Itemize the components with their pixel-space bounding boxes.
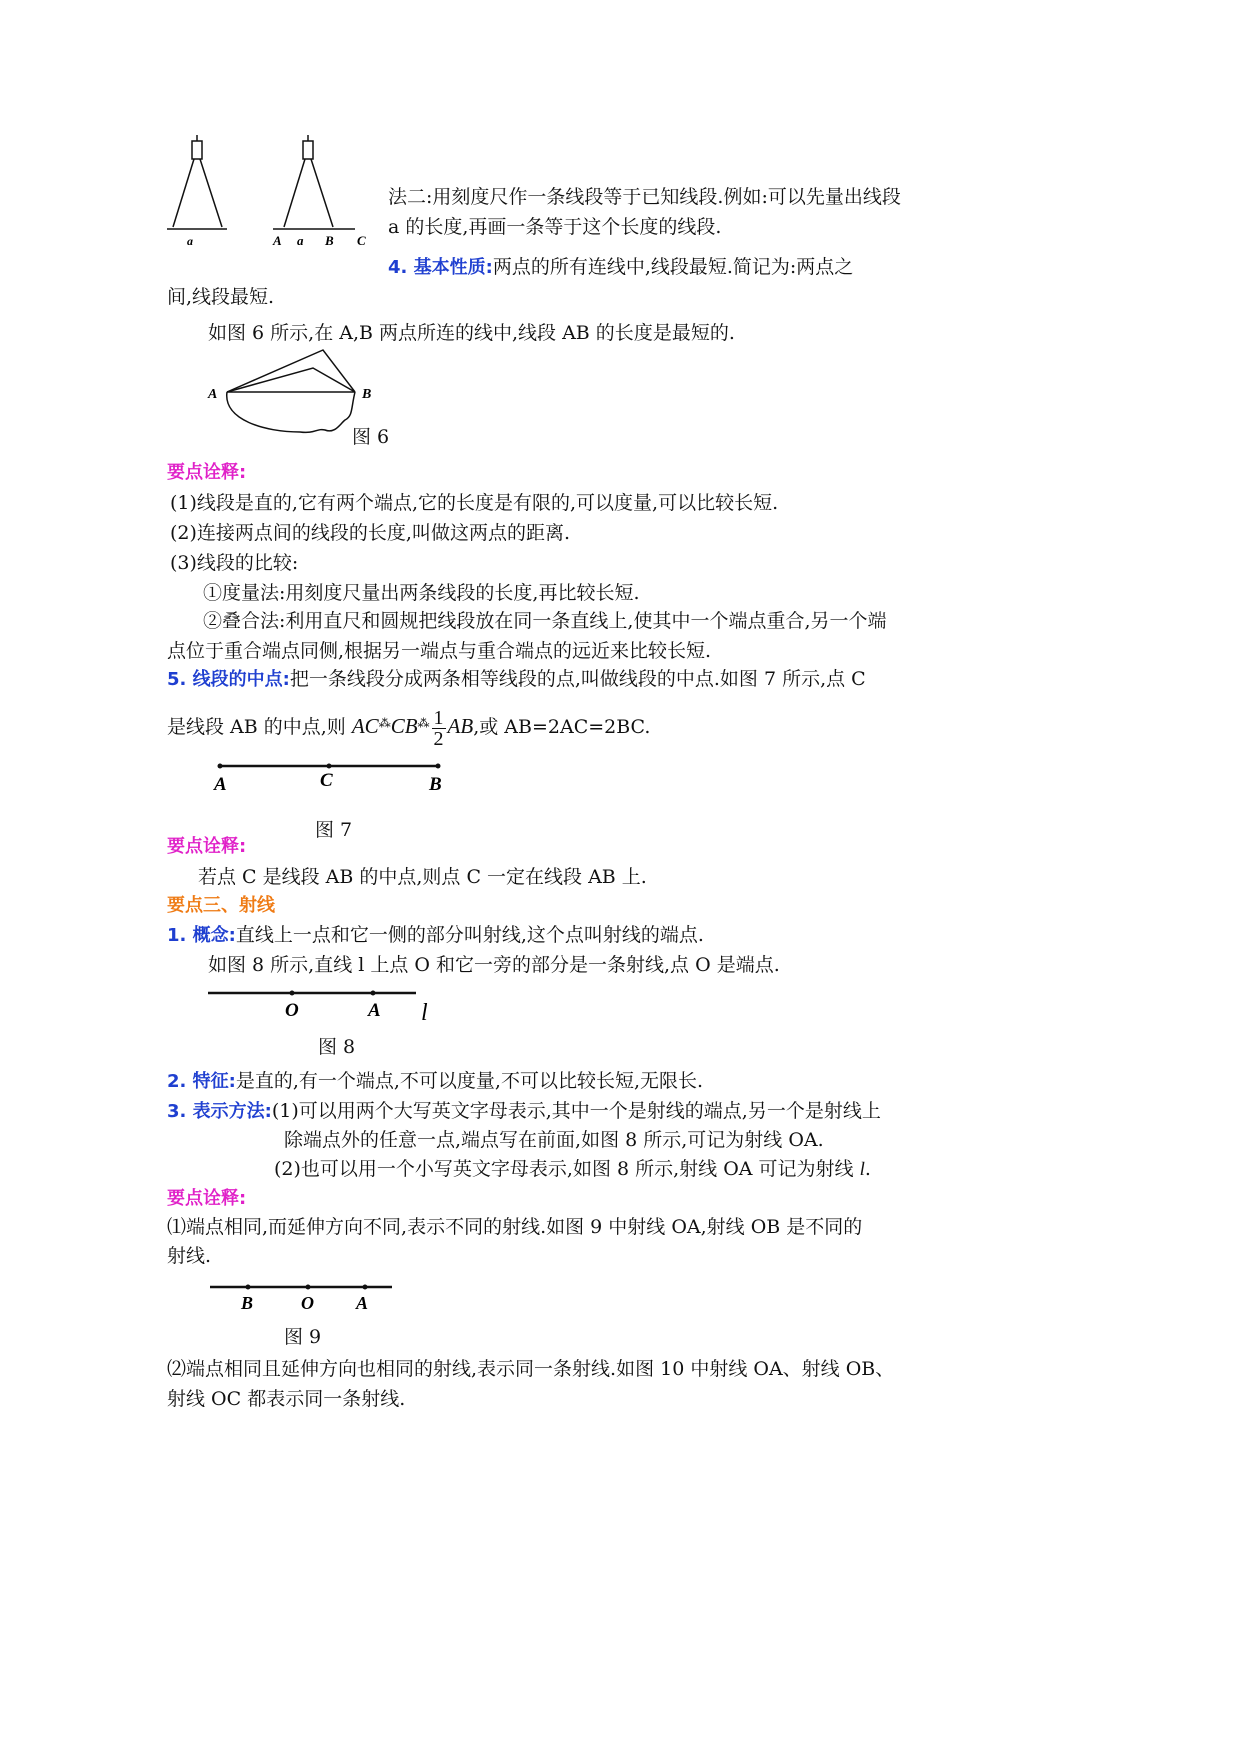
section3-heading: 要点三、射线 — [167, 895, 275, 916]
fig8-label-A: A — [368, 1000, 381, 1021]
notes3-item2: ⑵端点相同且延伸方向也相同的射线,表示同一条射线.如图 10 中射线 OA、射线 OB、 — [167, 1358, 895, 1380]
formula-fraction — [432, 708, 446, 749]
fig9-label-A: A — [356, 1293, 369, 1313]
notes1-item5: ②叠合法:利用直尺和圆规把线段放在同一条直线上,使其中一个端点重合,另一个端 — [203, 610, 887, 632]
midpoint-line2-b: ,或 AB=2AC=2BC. — [473, 716, 651, 738]
formula-sym2: ⁂ — [417, 716, 430, 730]
notation-line2: 除端点外的任意一点,端点写在前面,如图 8 所示,可记为射线 OA. — [284, 1129, 824, 1151]
notation-line1 — [167, 1098, 881, 1125]
notes2-text: 若点 C 是线段 AB 的中点,则点 C 一定在线段 AB 上. — [198, 866, 647, 888]
fig9-label-B: B — [241, 1293, 254, 1313]
fig7-label-B: B — [429, 774, 442, 795]
fig7-label-A: A — [214, 774, 227, 795]
notes1-heading: 要点诠释: — [167, 462, 247, 483]
fig8-label-O: O — [285, 1000, 299, 1021]
fraction-denominator: 2 — [433, 727, 444, 750]
fig7-label-C: C — [320, 770, 333, 791]
midpoint-text: 把一条线段分成两条相等线段的点,叫做线段的中点.如图 7 所示,点 C — [289, 668, 866, 690]
compass-label-C: C — [357, 233, 366, 248]
notes1-item6: 点位于重合端点同侧,根据另一端点与重合端点的远近来比较长短. — [167, 640, 712, 662]
compass-label-B: B — [325, 233, 334, 248]
figure-8 — [208, 988, 438, 1026]
compass-figure — [165, 135, 385, 250]
fig7-caption: 图 7 — [315, 819, 353, 841]
feature — [167, 1068, 703, 1095]
midpoint-heading: 5. 线段的中点: — [167, 669, 290, 690]
notation-text3b: . — [864, 1158, 871, 1180]
compass-label-A: A — [273, 233, 282, 248]
feature-text: 是直的,有一个端点,不可以度量,不可以比较长短,无限长. — [235, 1070, 704, 1092]
notes1-item2: (2)连接两点间的线段的长度,叫做这两点的距离. — [170, 522, 570, 544]
fig9-label-O: O — [301, 1293, 314, 1313]
notes3-item1: ⑴端点相同,而延伸方向不同,表示不同的射线.如图 9 中射线 OA,射线 OB 是不同的 — [167, 1216, 863, 1238]
fig6-caption: 图 6 — [352, 426, 390, 448]
notation-heading: 3. 表示方法: — [167, 1101, 272, 1122]
midpoint-formula-line — [167, 700, 650, 750]
notes3-item2-cont: 射线 OC 都表示同一条射线. — [167, 1388, 406, 1410]
notation-text1: (1)可以用两个大写英文字母表示,其中一个是射线的端点,另一个是射线上 — [271, 1100, 881, 1122]
property4 — [388, 254, 853, 281]
formula-CB: CB — [390, 714, 418, 738]
notation-l: l — [859, 1159, 865, 1180]
notation-line3 — [274, 1156, 871, 1183]
midpoint-def — [167, 666, 866, 693]
concept-heading: 1. 概念: — [167, 925, 236, 946]
fig8-caption: 图 8 — [318, 1036, 356, 1058]
concept-example: 如图 8 所示,直线 l 上点 O 和它一旁的部分是一条射线,点 O 是端点. — [208, 954, 780, 976]
concept-text: 直线上一点和它一侧的部分叫射线,这个点叫射线的端点. — [235, 924, 704, 946]
fig6-intro: 如图 6 所示,在 A,B 两点所连的线中,线段 AB 的长度是最短的. — [208, 322, 735, 344]
formula-sym1: ⁂ — [378, 716, 391, 730]
fig9-caption: 图 9 — [284, 1326, 322, 1348]
figure-9 — [210, 1282, 400, 1314]
fig6-label-B: B — [362, 387, 372, 402]
figure-7 — [212, 760, 452, 800]
method2-line1: 法二:用刻度尺作一条线段等于已知线段.例如:可以先量出线段 — [388, 186, 901, 208]
notes3-item1-cont: 射线. — [167, 1245, 212, 1267]
notation-text3a: (2)也可以用一个小写英文字母表示,如图 8 所示,射线 OA 可记为射线 — [274, 1158, 860, 1180]
formula-AB: AB — [447, 714, 474, 738]
feature-heading: 2. 特征: — [167, 1071, 236, 1092]
compass-label-a2: a — [297, 233, 304, 248]
property4-heading: 4. 基本性质: — [388, 257, 493, 278]
notes3-heading: 要点诠释: — [167, 1188, 247, 1209]
midpoint-line2-a: 是线段 AB 的中点,则 — [167, 716, 346, 738]
notes1-item4: ①度量法:用刻度尺量出两条线段的长度,再比较长短. — [203, 582, 640, 604]
fig6-label-A: A — [208, 387, 218, 402]
concept — [167, 922, 704, 949]
property4-text: 两点的所有连线中,线段最短.简记为:两点之 — [492, 256, 854, 278]
notes2-heading: 要点诠释: — [167, 836, 247, 857]
formula-AC: AC — [351, 714, 379, 738]
notes1-item3: (3)线段的比较: — [170, 552, 299, 574]
fig8-label-l: l — [421, 1000, 428, 1026]
fraction-numerator: 1 — [433, 706, 444, 729]
method2-line2: a 的长度,再画一条等于这个长度的线段. — [388, 216, 722, 238]
compass-label-a: a — [187, 234, 193, 248]
property4-cont: 间,线段最短. — [167, 286, 275, 308]
notes1-item1: (1)线段是直的,它有两个端点,它的长度是有限的,可以度量,可以比较长短. — [170, 492, 779, 514]
